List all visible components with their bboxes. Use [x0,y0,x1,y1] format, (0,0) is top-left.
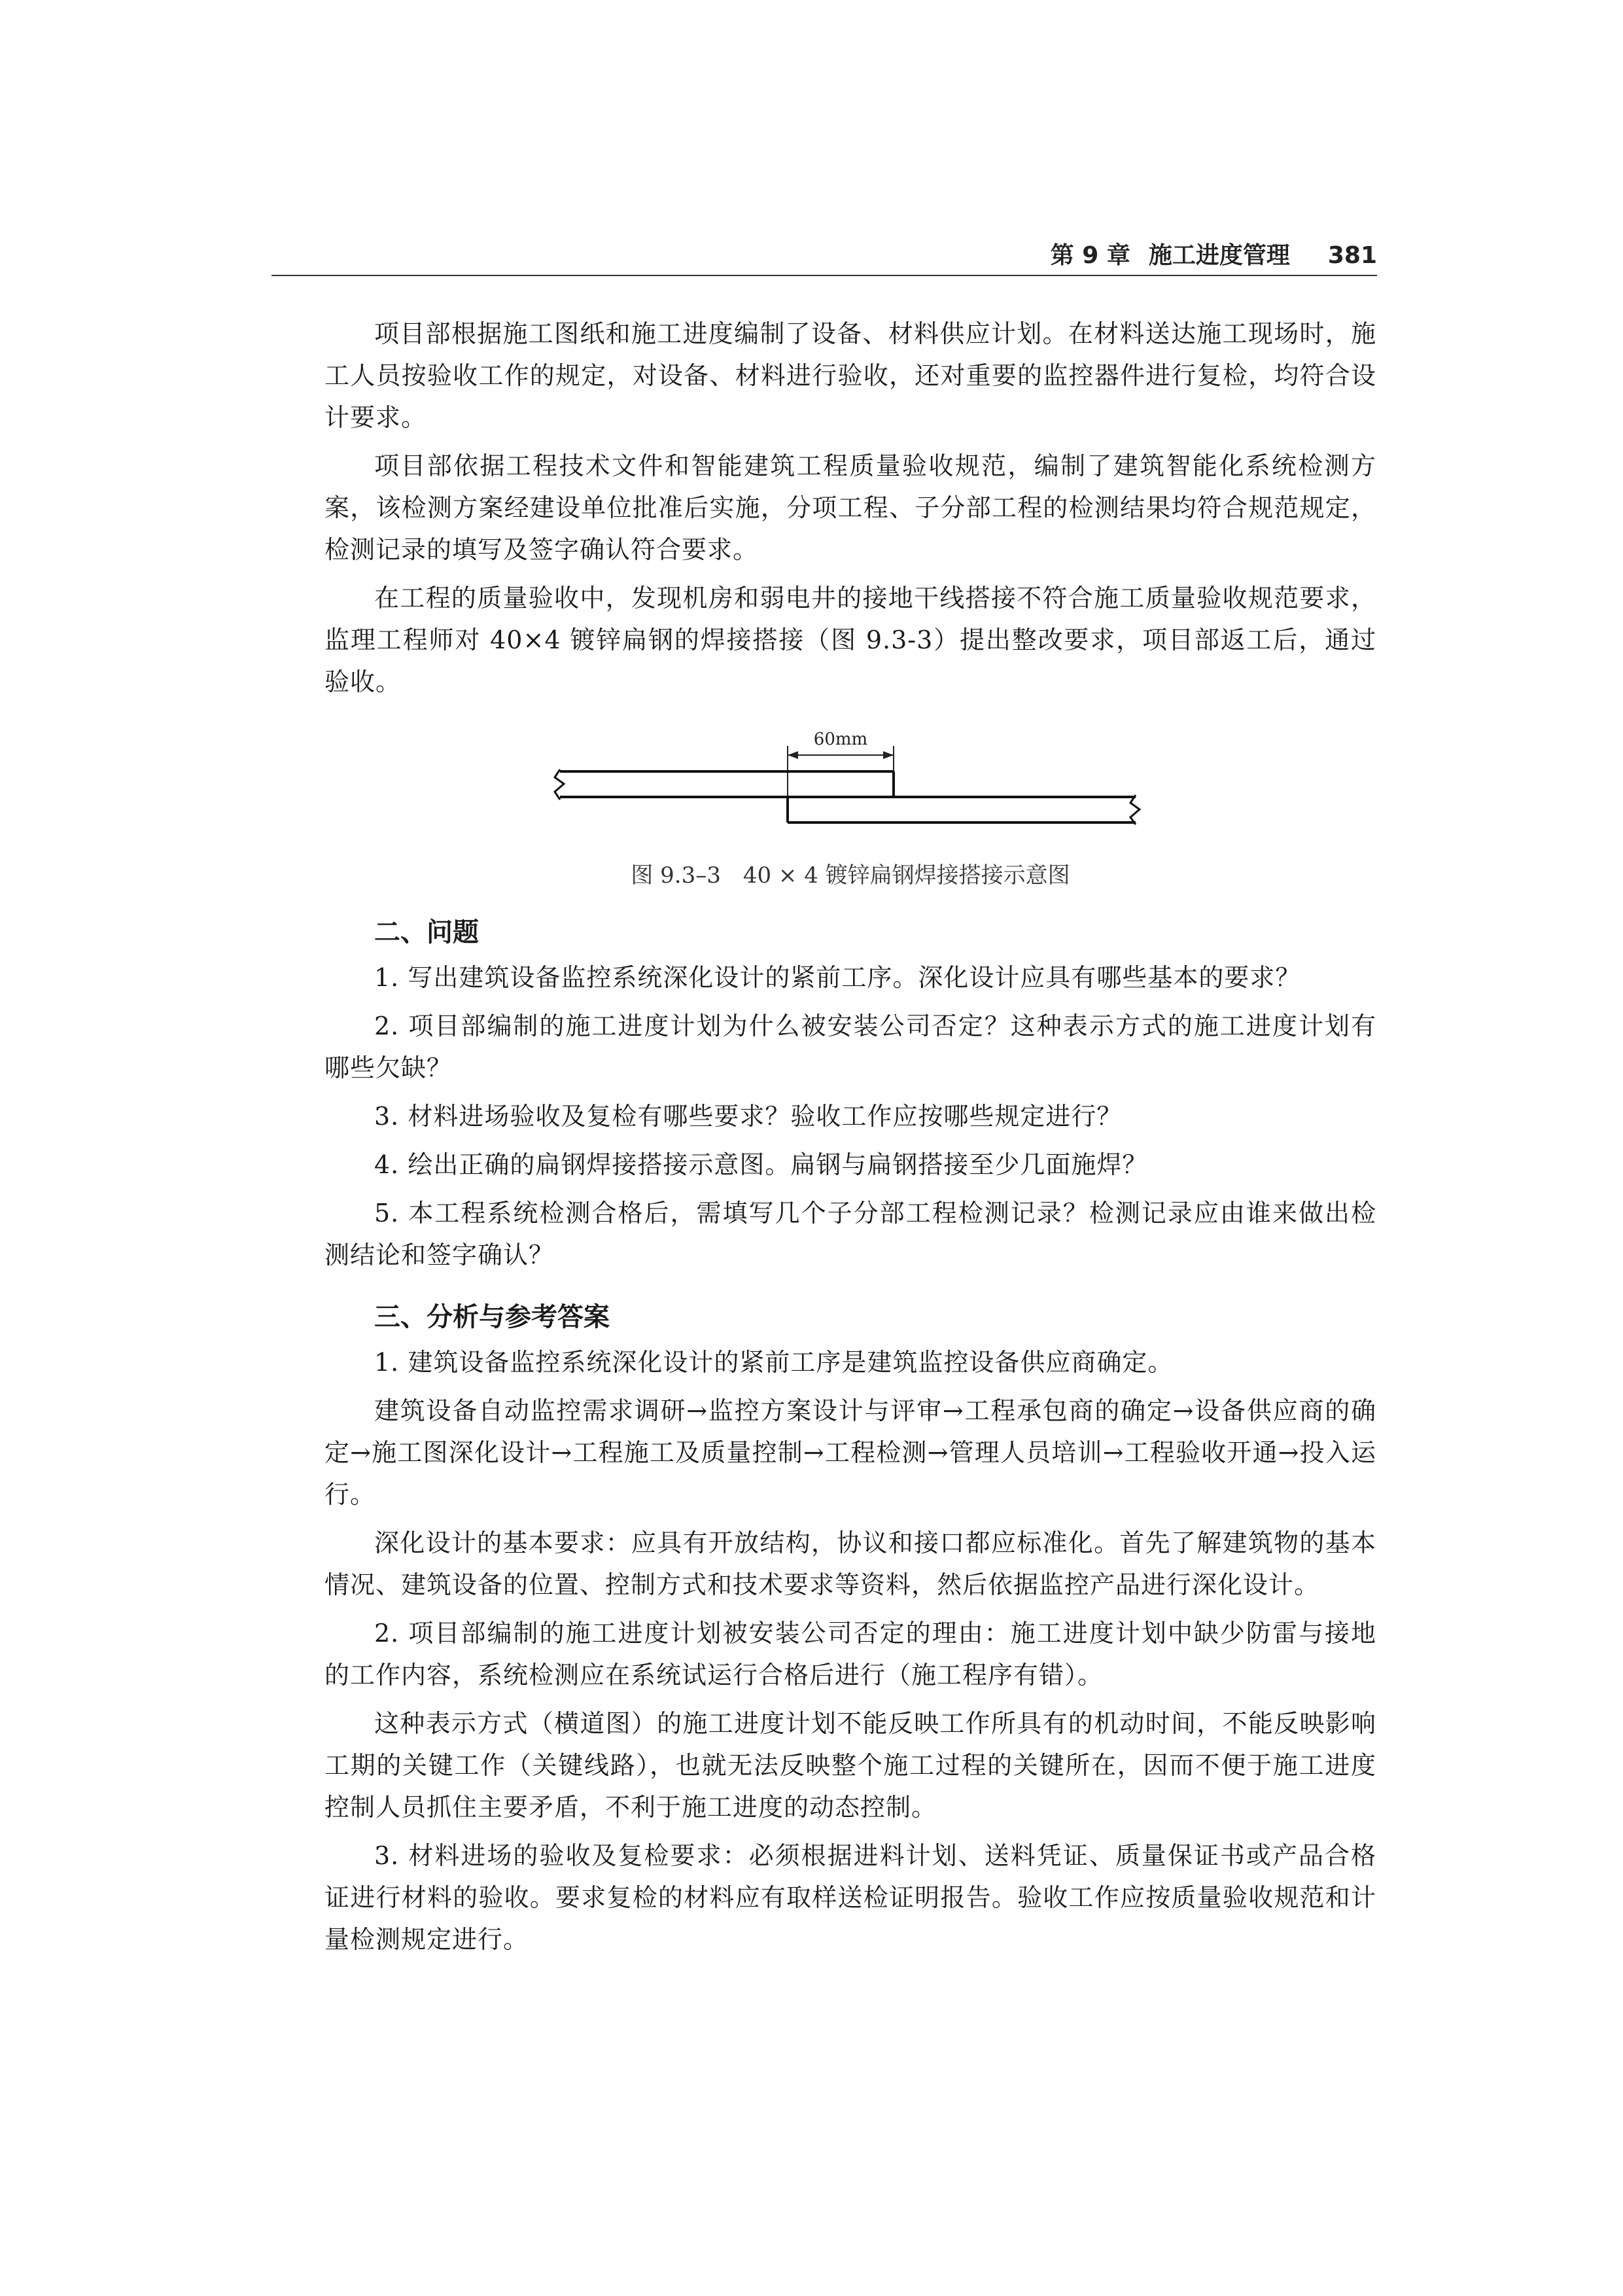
page-number: 381 [1327,242,1377,269]
upper-bar-break-mark [555,769,564,800]
dimension-arrow-right [883,751,894,759]
page-header [271,236,1377,276]
lower-bar-break-mark [1130,795,1140,824]
answers-heading: 三、分析与参考答案 [374,1302,610,1332]
question-2: 2. 项目部编制的施工进度计划为什么被安装公司否定？这种表示方式的施工进度计划有哪些欠缺？ [324,1012,1376,1082]
chapter-title: 施工进度管理 [1148,242,1290,269]
chapter-number: 第 9 章 [1050,242,1130,269]
question-3: 3. 材料进场验收及复检有哪些要求？验收工作应按哪些规定进行？ [374,1102,1123,1131]
dimension-arrow-left [788,751,798,759]
answer-paragraph-6: 3. 材料进场的验收及复检要求：必须根据进料计划、送料凭证、质量保证书或产品合格证进行材料的验收。要求复检的材料应有取样送检证明报告。验收工作应按质量验收规范和计量检测规定进行。 [324,1841,1376,1954]
answer-paragraph-3: 深化设计的基本要求：应具有开放结构，协议和接口都应标准化。首先了解建筑物的基本情况、建筑设备的位置、控制方式和技术要求等资料，然后依据监控产品进行深化设计。 [324,1528,1376,1599]
intro-paragraph-2: 项目部依据工程技术文件和智能建筑工程质量验收规范，编制了建筑智能化系统检测方案，该检测方案经建设单位批准后实施，分项工程、子分部工程的检测结果均符合规范规定，检测记录的填写及签字确认符合要求。 [324,451,1376,564]
figure-weld-lap [324,709,1376,906]
question-4: 4. 绘出正确的扁钢焊接搭接示意图。扁钢与扁钢搭接至少几面施焊？ [374,1150,1148,1179]
answer-paragraph-2: 建筑设备自动监控需求调研→监控方案设计与评审→工程承包商的确定→设备供应商的确定→施工图深化设计→工程施工及质量控制→工程检测→管理人员培训→工程验收开通→投入运行。 [324,1396,1376,1509]
questions-heading: 二、问题 [374,917,479,947]
answer-paragraph-5: 这种表示方式（横道图）的施工进度计划不能反映工作所具有的机动时间，不能反映影响工期的关键工作（关键线路），也就无法反映整个施工过程的关键所在，因而不便于施工进度控制人员抓住主要矛盾，不利于施工进度的动态控制。 [324,1709,1376,1822]
question-1: 1. 写出建筑设备监控系统深化设计的紧前工序。深化设计应具有哪些基本的要求？ [374,963,1301,992]
intro-paragraph-3: 在工程的质量验收中，发现机房和弱电井的接地干线搭接不符合施工质量验收规范要求，监理工程师对 40×4 镀锌扁钢的焊接搭接（图 9.3-3）提出整改要求，项目部返工后，通过验收。 [324,584,1376,696]
answer-paragraph-1: 1. 建筑设备监控系统深化设计的紧前工序是建筑监控设备供应商确定。 [374,1348,1174,1377]
figure-caption: 图 9.3–3 40 × 4 镀锌扁钢焊接搭接示意图 [631,862,1070,889]
running-head [1051,237,1377,270]
dimension-label: 60mm [813,730,868,749]
page-body [324,313,1376,1967]
question-5: 5. 本工程系统检测合格后，需填写几个子分部工程检测记录？检测记录应由谁来做出检测结论和签字确认？ [324,1199,1376,1269]
intro-paragraph-1: 项目部根据施工图纸和施工进度编制了设备、材料供应计划。在材料送达施工现场时，施工人员按验收工作的规定，对设备、材料进行验收，还对重要的监控器件进行复检，均符合设计要求。 [324,319,1376,432]
weld-lap-diagram [324,709,1376,853]
answer-paragraph-4: 2. 项目部编制的施工进度计划被安装公司否定的理由：施工进度计划中缺少防雷与接地的工作内容，系统检测应在系统试运行合格后进行（施工程序有错）。 [324,1619,1376,1689]
